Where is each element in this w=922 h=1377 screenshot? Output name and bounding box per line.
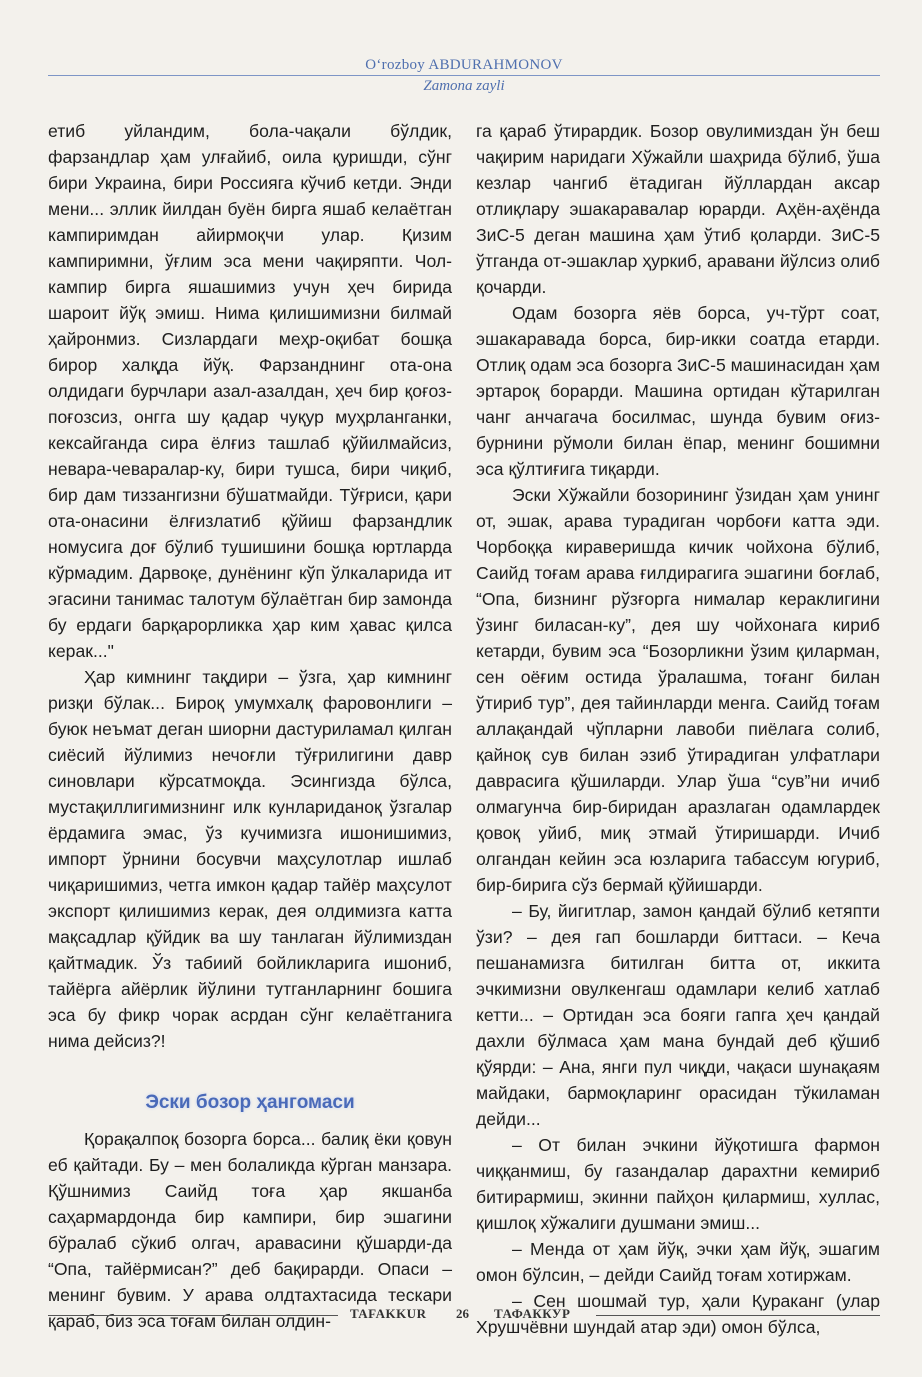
- paragraph: – Сен шошмай тур, ҳали Қураканг (улар Хрушчёвни шундай атар эди) омон бўлса,: [476, 1291, 880, 1337]
- paragraph: – Менда от ҳам йўқ, эчки ҳам йўқ, эшагим омон бўлсин, – дейди Саийд тоғам хотиржам.: [476, 1239, 880, 1285]
- footer-title-latin: TAFAKKUR: [350, 1306, 427, 1321]
- left-column: [48, 118, 452, 1334]
- paragraph: – Бу, йигитлар, замон қандай бўлиб кетяпти ўзи? – дея гап бошларди биттаси. – Кеча пешанамизга битилган битта от, иккита эчкимизни овулкенгаш одамлари келиб хатлаб кетти... – Ортидан эса бояги гапга ҳеч қандай дахли бўлмаса ҳам мана бундай деб қўшиб қўярди: – Ана, янги пул чиқди, чақаси шунақаям майдаки, бармоқларинг орасидан тўкиламан дейди...: [476, 901, 880, 1129]
- paragraph: – От билан эчкини йўқотишга фармон чиққанмиш, бу газандалар дарахтни кемириб битирармиш, экинни пайҳон қилармиш, хуллас, қишлоқ хўжалиги душмани эмиш...: [476, 1135, 880, 1233]
- paragraph: Ҳар кимнинг тақдири – ўзга, ҳар кимнинг ризқи бўлак... Бироқ умумхалқ фаровонлиги – буюк неъмат деган шиорни дастуриламал қилган сиёсий йўлимиз нечоғли тўғрилигини давр синовлари кўрсатмоқда. Эсингизда бўлса, мустақиллигимизнинг илк кунлариданоқ ўзгалар ёрдамига эмас, ўз кучимизга ишонишимиз, импорт ўрнини босувчи маҳсулотлар ишлаб чиқаришимиз, четга имкон қадар тайёр маҳсулот экспорт қилишимиз керак, дея олдимизга катта мақсадлар қўйдик ва шу танлаган йўлимиздан қайтмадик. Ўз табиий бойликларига ишониб, тайёрга айёрлик йўлини тутганларнинг бошига эса бу фикр чорак асрдан сўнг келаётганига нима дейсиз?!: [48, 667, 452, 1051]
- header-author: O‘rozboy ABDURAHMONOV: [365, 57, 563, 73]
- footer-rule-left: [48, 1315, 338, 1316]
- footer-title-cyrillic: ТАФАККУР: [494, 1306, 571, 1321]
- header-rule: [48, 75, 880, 76]
- right-column: [476, 118, 880, 1340]
- paragraph: Одам бозорга яёв борса, уч-тўрт соат, эшакаравада борса, бир-икки соатда етарди. Отлиқ одам эса бозорга ЗиС-5 машинасидан ҳам эртароқ борарди. Машина ортидан кўтарилган чанг анчагача босилмас, шунда бувим оғиз-бурнини рўмоли билан ёпар, менинг бошимни эса қўлтиғига тиқарди.: [476, 303, 880, 479]
- page-number: 26: [456, 1306, 469, 1321]
- header-subtitle: Zamona zayli: [423, 78, 505, 94]
- paragraph: етиб уйландим, бола-чақали бўлдик, фарзандлар ҳам улғайиб, оила қуришди, сўнг бири Украина, бири Россияга кўчиб кетди. Энди мени... эллик йилдан буён бирга яшаб келаётган кампиримдан айирмоқчи улар. Қизим кампиримни, ўғлим эса мени чақиряпти. Чол-кампир бирга яшашимиз учун ҳеч бирида шароит йўқ эмиш. Нима қилишимизни билмай ҳайронмиз. Сизлардаги меҳр-оқибат бошқа бирор халқда йўқ. Фарзанднинг ота-она олдидаги бурчлари азал-азалдан, ҳеч бир қоғоз-поғозсиз, онгга шу қадар чуқур муҳрланганки, кексайганда сира ёлғиз ташлаб қўйилмайсиз, невара-чеваралар-ку, бири тушса, бири чиқиб, бир дам тиззангизни бўшатмайди. Тўғриси, қари ота-онасини ёлғизлатиб қўйиш фарзандлик номусига доғ бўлиб тушишини бошқа юртларда кўрмадим. Дарвоқе, дунёнинг кўп ўлкаларида ит эгасини танимас талотум бўлаётган бир замонда бу ердаги барқарорликка ҳар ким ҳавас қилса керак...": [48, 121, 452, 661]
- paragraph: га қараб ўтирардик. Бозор овулимиздан ўн беш чақирим наридаги Хўжайли шаҳрида бўлиб, ўша кезлар чангиб ётадиган йўллардан аксар отлиқлару эшакаравалар юрарди. Аҳён-аҳёнда ЗиС-5 деган машина ҳам ўтиб қоларди. ЗиС-5 ўтганда от-эшаклар ҳуркиб, аравани йўлсиз олиб қочарди.: [476, 121, 880, 297]
- paragraph: Эски Хўжайли бозорининг ўзидан ҳам унинг от, эшак, арава турадиган чорбоғи катта эди. Чорбоққа кираверишда кичик чойхона бўлиб, Саийд тоғам арава ғилдирагига эшагини боғлаб, “Опа, бизнинг рўзғорга нималар кераклигини ўзинг биласан-ку”, дея шу чойхонага кириб кетарди, бувим эса “Бозорликни ўзим қиларман, сен оёғим остида ўралашма, тоғанг билан ўтириб тур”, дея тайинларди менга. Саийд тоғам аллақандай чўпларни лавоби пиёлага солиб, қайноқ сув билан эзиб ўтирадиган улфатлари даврасига қўшиларди. Улар ўша “сув”ни ичиб олмагунча бир-биридан аразлаган одамлардек қовоқ уйиб, миқ этмай ўтиришарди. Ичиб олгандан кейин эса юзларига табассум югуриб, бир-бирига сўз бермай қўйишарди.: [476, 485, 880, 895]
- footer-rule-right: [596, 1315, 880, 1316]
- page-header: [48, 56, 880, 95]
- paragraph: Қорақалпоқ бозорга борса... балиқ ёки қовун еб қайтади. Бу – мен болаликда кўрган манзара. Қўшнимиз Саийд тоға ҳар якшанба саҳармардонда бир кампири, бир эшагини бўралаб сўкиб олгач, аравасини қўшарди-да “Опа, тайёрмисан?” деб бақирарди. Опаси – менинг бувим. У арава олдтахтасида тескари қараб, биз эса тоғам билан олдин-: [48, 1129, 452, 1331]
- section-title: Эски бозор ҳангомаси: [145, 1092, 355, 1113]
- page-footer: [48, 1306, 880, 1326]
